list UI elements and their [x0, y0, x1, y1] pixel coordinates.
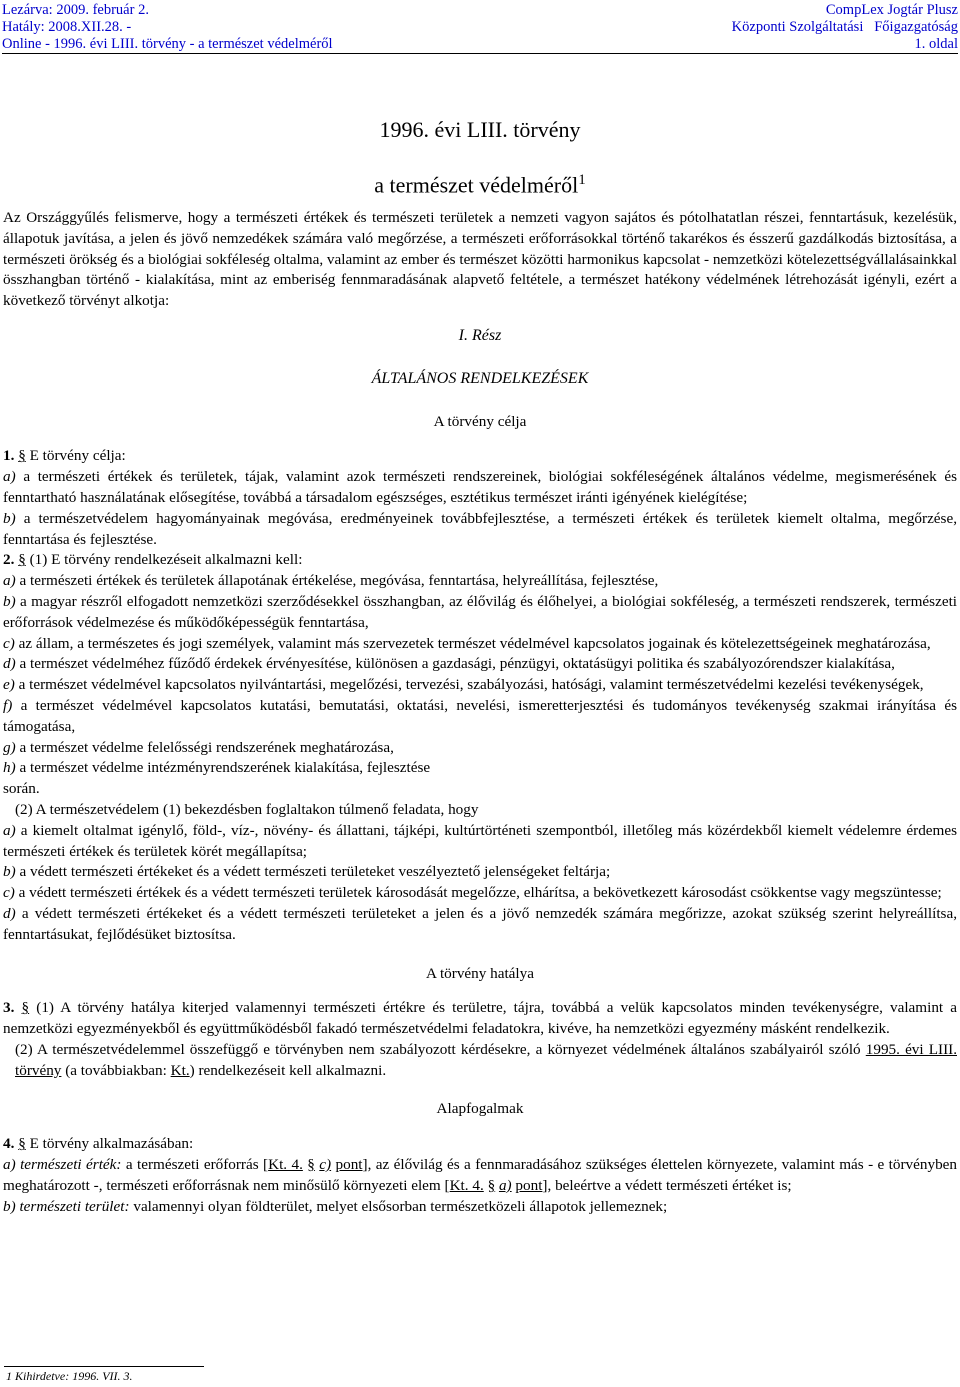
section-sign[interactable]: § [18, 551, 26, 569]
section-2-paragraph-2: (2) A természetvédelem (1) bekezdésben foglaltakon túlmenő feladata, hogy [15, 800, 479, 818]
text: (a továbbiakban: [61, 1061, 171, 1079]
point-text: a természetvédelem hagyományainak megóvása, eredményeinek továbbfejlesztése, a természeti értékek és területek kiemelt oltalma, megőrzése, fenntartása és fejlesztése. [3, 509, 958, 548]
point-label: b) [3, 1197, 16, 1215]
text: a természeti erőforrás [ [121, 1156, 269, 1174]
section-1 [3, 446, 957, 467]
kt-ref-link[interactable]: pont [335, 1156, 363, 1174]
text: valamennyi olyan földterület, melyet elsősorban természetközeli állapotok jellemeznek; [129, 1197, 668, 1215]
section-2-d [3, 654, 957, 675]
header-page-number: 1. oldal [914, 36, 958, 52]
kt-ref-link[interactable]: pont [515, 1176, 543, 1194]
section-2 [3, 550, 957, 571]
header-online-title: Online - 1996. évi LIII. törvény - a természet védelméről [2, 36, 333, 52]
point-text: a természet védelméhez fűződő érdekek érvényesítése, különösen a gazdasági, pénzügyi, oktatásügyi politika és szabályozórendszer kialakítása, [19, 655, 895, 673]
point-label: a) [3, 821, 16, 839]
point-text: a védett természeti értékeket és a védett természeti területeket a jelen és a jövő nemzedék számára megőrizze, azokat szükség szerint helyreállítsa, fenntartásukat, fejlődésüket biztosítsa. [3, 904, 958, 943]
point-label: a) [3, 468, 16, 486]
kt-ref-link[interactable]: § [487, 1176, 496, 1194]
section-2-b [3, 592, 957, 634]
section-number: 2. [3, 551, 15, 569]
section-3-1 [3, 998, 957, 1040]
text: ], beleértve a védett természeti értéket is; [542, 1176, 792, 1194]
kt-ref-link[interactable]: Kt. 4. [449, 1176, 484, 1194]
point-label: d) [3, 904, 16, 922]
footnote-divider [4, 1366, 204, 1367]
kt-link[interactable]: Kt. [170, 1061, 190, 1079]
footnote-ref[interactable]: 1 [578, 172, 586, 188]
point-label: c) [3, 634, 15, 652]
part-heading: I. Rész [458, 326, 502, 344]
point-label: c) [3, 884, 15, 902]
section-4 [3, 1134, 957, 1155]
header-divider [2, 53, 958, 54]
section-2-h [3, 758, 957, 779]
text: ) rendelkezéseit kell alkalmazni. [189, 1061, 387, 1079]
subtitle-text: a természet védelméről [374, 172, 579, 198]
section-2-a [3, 571, 957, 592]
point-text: a magyar részről elfogadott nemzetközi szerződésekkel összhangban, az élővilág és élőhelyei, a biológiai sokféleség, a természeti rendszerek, természeti erőforrások védelmezése és működőképességük fenntartása, [3, 592, 958, 631]
header-product: CompLex Jogtár Plusz [825, 2, 958, 18]
header-closed-date: Lezárva: 2009. február 2. [2, 2, 149, 18]
section-2-2-c [3, 883, 957, 904]
footnote: 1 Kihirdetve: 1996. VII. 3. [6, 1369, 133, 1383]
section-1-lead: E törvény célja: [29, 447, 126, 465]
point-label: h) [3, 759, 16, 777]
section-heading-definitions: Alapfogalmak [436, 1100, 524, 1118]
section-sign[interactable]: § [18, 1135, 26, 1153]
section-sign[interactable]: § [21, 999, 30, 1017]
section-number: 4. [3, 1135, 15, 1153]
section-2-lead: (1) E törvény rendelkezéseit alkalmazni kell: [29, 551, 303, 569]
document-subtitle [0, 172, 960, 198]
point-text: a természet védelmével kapcsolatos kutatási, bemutatási, oktatási, nevelési, ismeretterjesztési és tudományos tevékenység szakmai irányítása és támogatása, [3, 696, 957, 735]
part-title: ÁLTALÁNOS RENDELKEZÉSEK [371, 369, 589, 387]
point-label: b) [3, 863, 16, 881]
point-label: e) [3, 676, 15, 694]
kt-ref-link[interactable]: c) [319, 1156, 332, 1174]
section-3-1-text: (1) A törvény hatálya kiterjed valamennyi természeti értékre és területre, tájra, továbbá a velük kapcsolatos minden tevékenységre, valamint a nemzetközi egyezményekből és együttműködésből fakadó természetvédelmi feladatokra, kivéve, ha nemzetközi egyezmény másként rendelkezik. [3, 999, 958, 1038]
preamble: Az Országgyűlés felismerve, hogy a természeti értékek és természeti területek a nemzeti vagyon sajátos és pótolhatatlan részei, fenntartásuk, kezelésük, állapotuk javítása, a jelen és jövő nemzedékek számára való megőrzése, a természeti erőforrásokkal történő takarékos és ésszerű gazdálkodás biztosítása, a természeti örökség és a biológiai sokféleség oltalma, valamint az ember és természet közötti harmonikus kapcsolat - nemzetközi kötelezettségvállalásainkkal összhangban történő - kialakítása, mint az emberiség fennmaradásának alapvető feltétele, a természet hatékony védelmének létrehozását igényli, ezért a következő törvényt alkotja: [3, 209, 957, 310]
section-2-2-d [3, 904, 957, 946]
point-text: a természeti értékek és területek, tájak, valamint azok természeti rendszereinek, biológiai sokféleségének általános védelme, megismerésének és fenntartható használatának elősegítése, továbbá a társadalom egészséges, esztétikus természet iránti igényének kielégítése; [3, 468, 957, 506]
section-2-g [3, 738, 957, 759]
point-text: a természeti értékek és területek állapotának értékelése, megóvása, fenntartása, helyreállítása, fejlesztése, [19, 572, 659, 590]
section-1-b [3, 509, 957, 551]
section-4-b [3, 1197, 957, 1218]
point-label: b) [3, 509, 16, 527]
defined-term: természeti érték: [20, 1156, 122, 1174]
defined-term: természeti terület: [19, 1197, 130, 1215]
section-2-2-a [3, 821, 957, 863]
kt-ref-link[interactable]: a) [498, 1176, 512, 1194]
kt-ref-link[interactable]: § [307, 1156, 315, 1174]
header-publisher: Központi Szolgáltatási Főigazgatóság [731, 19, 958, 35]
document-body [3, 208, 957, 1217]
section-2-e [3, 675, 957, 696]
kt-ref-link[interactable]: Kt. 4. [268, 1156, 303, 1174]
section-heading-scope: A törvény hatálya [426, 964, 534, 982]
point-text: a védett természeti értékek és a védett természeti területek károsodását megelőzze, elhárítsa, a bekövetkezett károsodást csökkentse vagy megszüntesse; [18, 884, 942, 902]
point-text: a természet védelme felelősségi rendszerének meghatározása, [19, 738, 394, 756]
point-text: a természet védelme intézményrendszerének kialakítása, fejlesztése [19, 759, 431, 777]
point-text: az állam, a természetes és jogi személyek, valamint más szervezetek természet védelmével kapcsolatos jogainak és kötelezettségeinek meghatározása, [18, 634, 931, 652]
section-1-a [3, 467, 957, 509]
section-3-2 [3, 1040, 957, 1082]
section-2-end: során. [3, 780, 40, 798]
point-text: a természet védelmével kapcsolatos nyilvántartási, megelőzési, tervezési, szabályozási, hatósági, valamint természetvédelmi kezelési tevékenységek, [18, 676, 924, 694]
point-label: a) [3, 572, 16, 590]
point-label: d) [3, 655, 16, 673]
section-heading-purpose: A törvény célja [433, 412, 527, 430]
section-number: 1. [3, 447, 15, 465]
point-label: b) [3, 592, 16, 610]
point-text: a védett természeti értékeket és a védett természeti területeket veszélyeztető jelenségeket feltárja; [19, 863, 611, 881]
header-left [2, 2, 333, 53]
section-2-f [3, 696, 957, 738]
point-label: g) [3, 738, 16, 756]
section-4-a [3, 1155, 957, 1197]
header-effective-date: Hatály: 2008.XII.28. - [2, 19, 132, 35]
text: ], az élővilág és a fennmaradásához szükséges élettelen környezete, valamint más - e törvényben meghatározott -, természeti erőforrásnak nem minősülő környezeti elem [ [3, 1156, 958, 1194]
point-label: f) [3, 696, 13, 714]
document-title: 1996. évi LIII. törvény [379, 117, 581, 142]
section-4-lead: E törvény alkalmazásában: [29, 1135, 194, 1153]
law-link[interactable]: 1995. évi LIII. törvény [15, 1040, 957, 1079]
section-sign[interactable]: § [18, 447, 26, 465]
section-number: 3. [3, 999, 15, 1017]
point-label: a) [3, 1156, 16, 1174]
section-2-c [3, 634, 957, 655]
header-right [732, 2, 958, 53]
point-text: a kiemelt oltalmat igénylő, föld-, víz-, növény- és állattani, tájképi, kultúrtörténeti szempontból, illetőleg más közérdekből kiemelt védelemre érdemes természeti értékek és területek körét megállapítsa; [3, 821, 957, 860]
section-2-2-b [3, 862, 957, 883]
text: (2) A természetvédelemmel összefüggő e törvényben nem szabályozott kérdésekre, a környezet védelmének általános szabályairól szóló [15, 1040, 866, 1058]
